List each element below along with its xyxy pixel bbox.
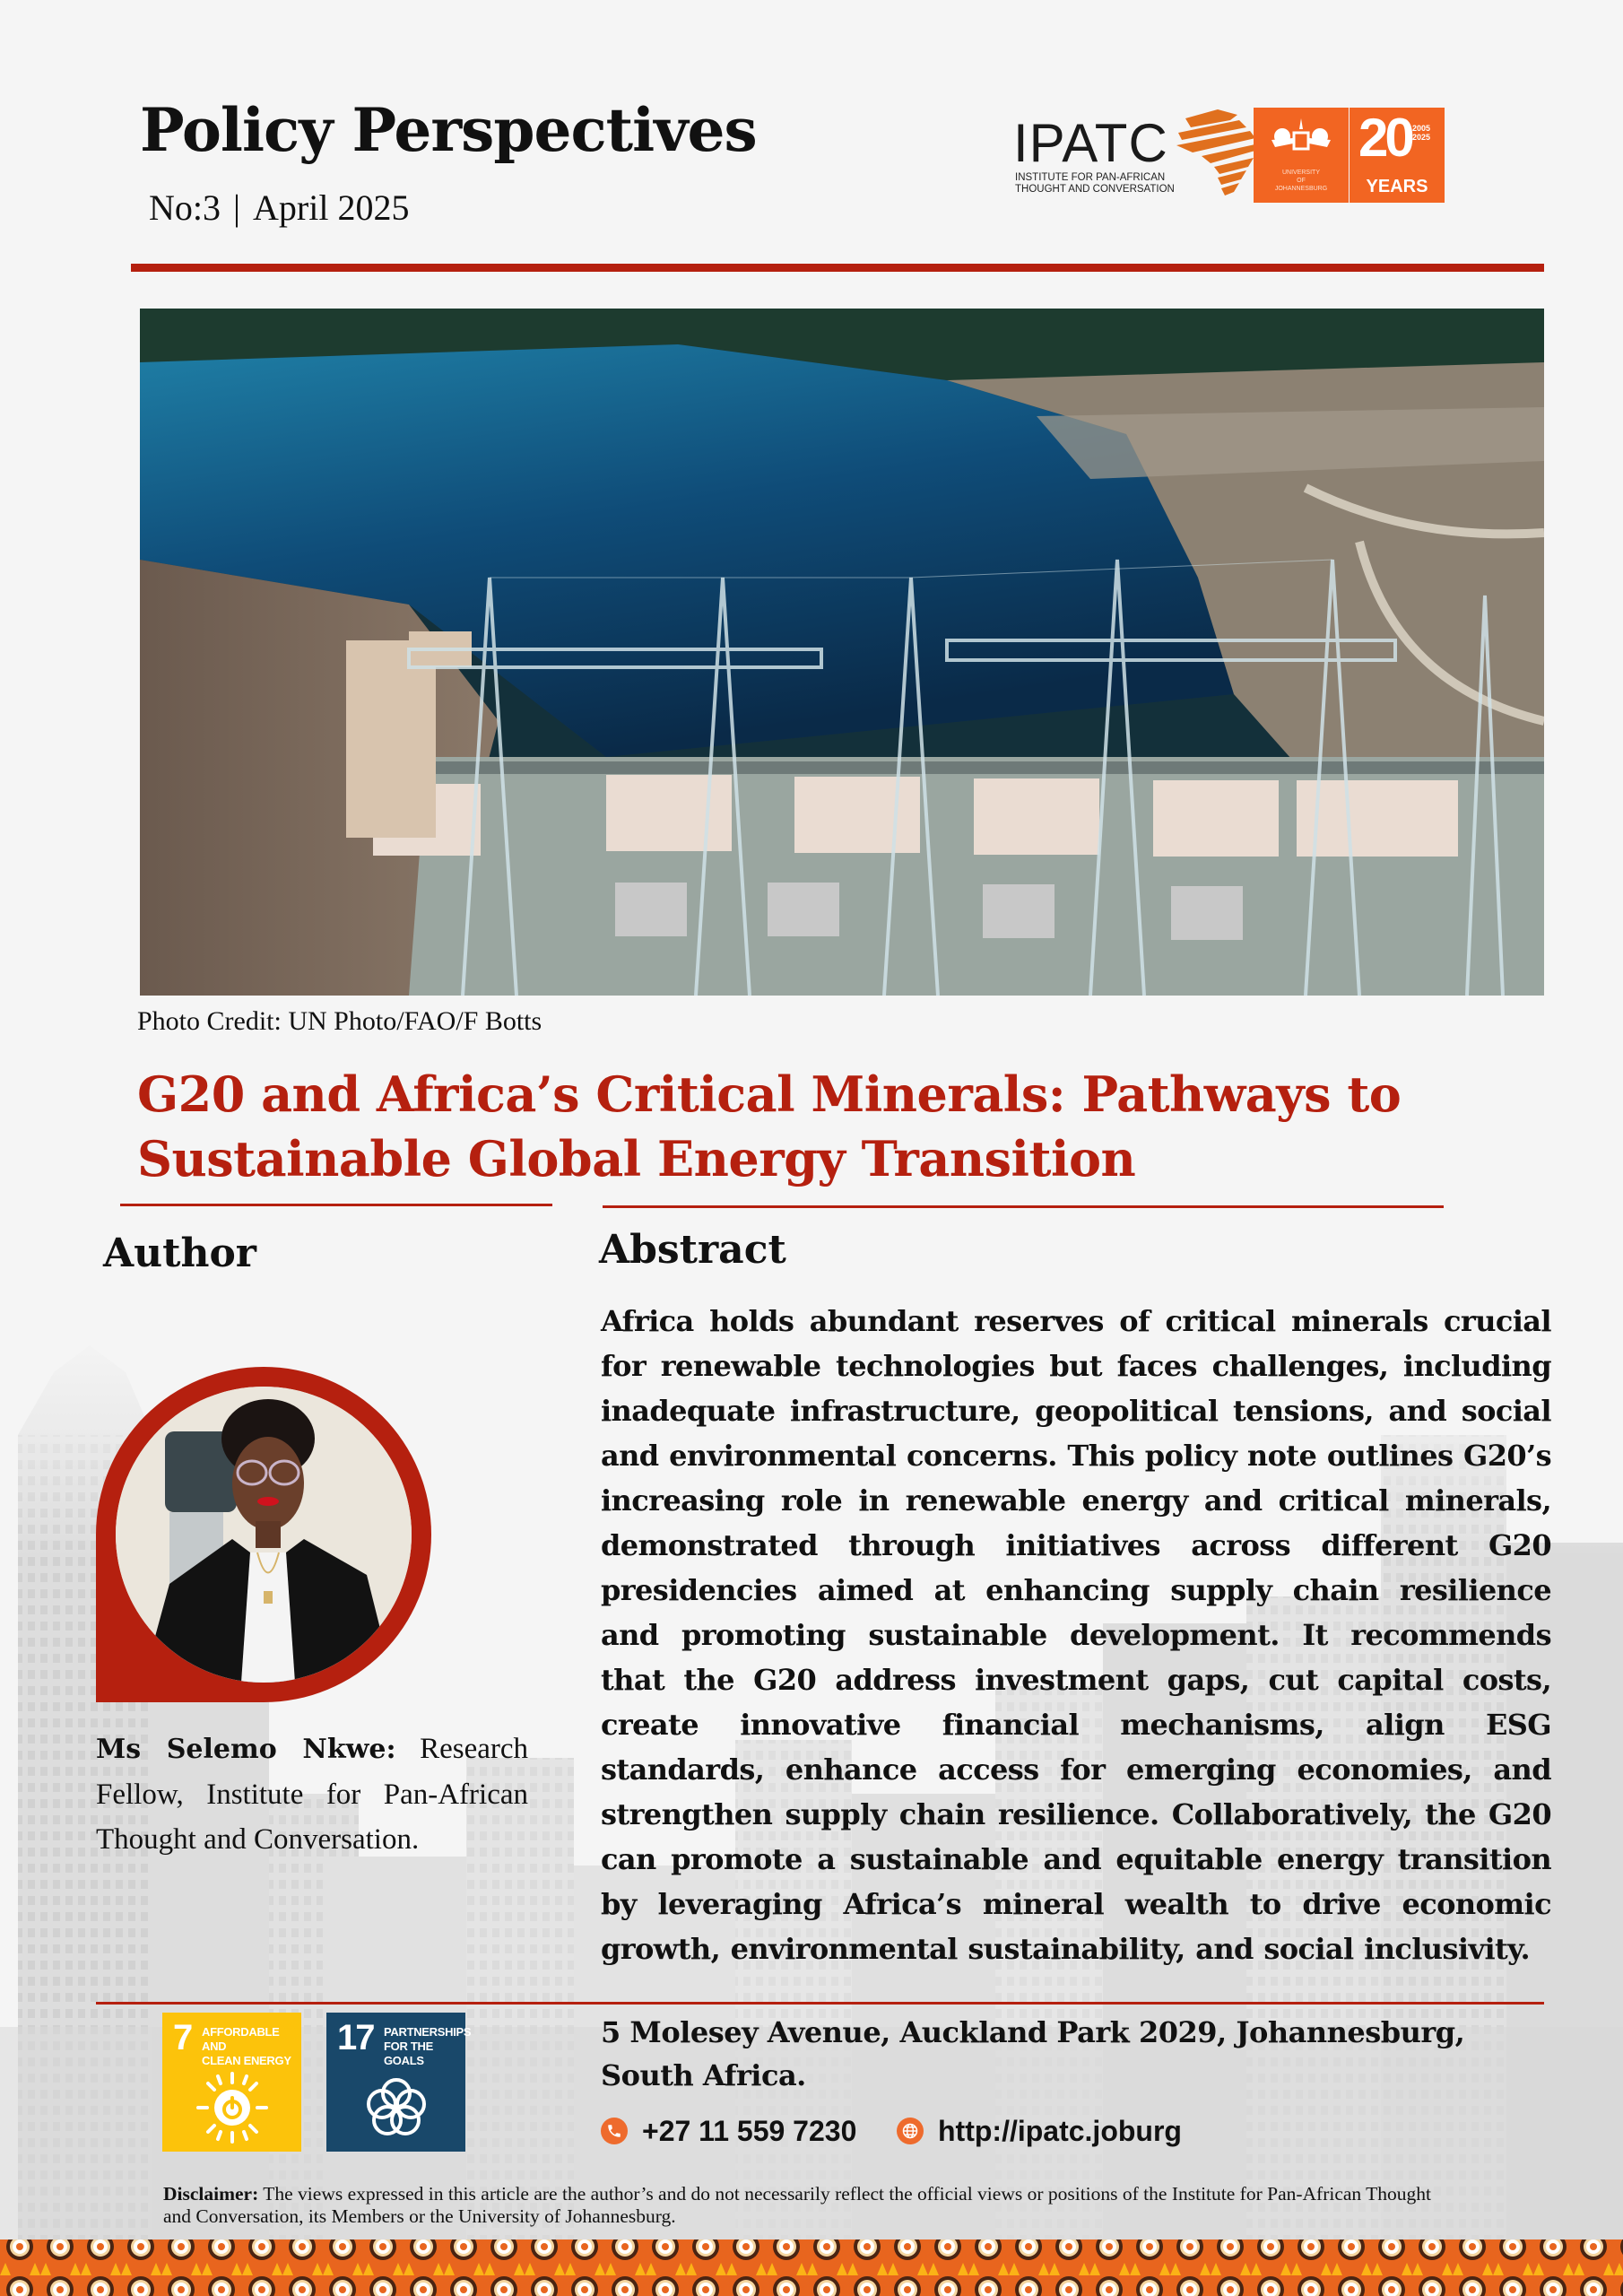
author-affiliation: Research Fellow, Institute for Pan-African Thought and Conversation. [96, 1733, 529, 1856]
issue-info [149, 187, 410, 228]
publication-title: Policy Perspectives [140, 95, 757, 165]
sun-power-icon [196, 2072, 268, 2144]
abstract-divider [603, 1205, 1444, 1208]
logo-subtitle [1015, 172, 1175, 196]
issue-separator: | [233, 187, 241, 228]
sdg-tile-17 [326, 2013, 472, 2152]
abstract-heading: Abstract [599, 1227, 786, 1273]
university-of-johannesburg-logo [1254, 108, 1349, 203]
logo-subtitle-line1: INSTITUTE FOR PAN-AFRICAN [1015, 172, 1166, 183]
sdg-number: 17 [337, 2018, 374, 2057]
anniversary-range [1412, 124, 1430, 142]
author-name: Ms Selemo Nkwe: [96, 1734, 396, 1765]
phone-contact[interactable] [601, 2113, 856, 2149]
issue-number: No:3 [149, 187, 221, 228]
author-photo-frame [96, 1367, 431, 1702]
logo-subtitle-line2: THOUGHT AND CONVERSATION [1015, 184, 1175, 195]
article-title: G20 and Africa’s Critical Minerals: Pathways to Sustainable Global Energy Transition [137, 1065, 1402, 1187]
uj-line3: JOHANNESBURG [1274, 186, 1328, 192]
decorative-pattern-border [0, 2239, 1623, 2296]
logo-wordmark: IPATC [1013, 113, 1168, 173]
anniversary-range-start: 2005 [1412, 124, 1431, 133]
20-years-badge [1350, 108, 1445, 203]
sdg-label [202, 2025, 301, 2068]
author-portrait [116, 1387, 412, 1683]
sdg-number: 7 [173, 2018, 192, 2057]
globe-icon [897, 2118, 924, 2144]
author-heading: Author [103, 1231, 256, 1276]
ipatc-logo [1013, 106, 1444, 204]
disclaimer [163, 2183, 1454, 2228]
issue-date: April 2025 [253, 187, 410, 228]
institute-address [601, 2011, 1497, 2097]
interlocking-rings-icon [360, 2072, 432, 2144]
phone-number[interactable]: +27 11 559 7230 [642, 2114, 857, 2147]
address-line2: South Africa. [601, 2058, 806, 2092]
sdg-label-line2: FOR THE GOALS [384, 2039, 433, 2067]
sdg-label-line1: AFFORDABLE AND [202, 2025, 280, 2053]
abstract-text: Africa holds abundant reserves of critical minerals crucial for renewable technologies but faces challenges, including inadequate infrastructure, geopolitical tensions, and social and environmental concerns. This policy note outlines G20’s increasing role in renewable energy and critical minerals, demonstrated through initiatives across different G20 presidencies aimed at enhancing supply chain resilience and promoting sustainable development. It recommends that the G20 address investment gaps, cut capital costs, create innovative financial mechanisms, align ESG standards, enhance access for emerging economies, and strengthen supply chain resilience. Collaboratively, the G20 can promote a sustainable and equitable energy transition by leveraging Africa’s mineral wealth to drive economic growth, environmental sustainability, and social inclusivity. [601, 1304, 1551, 1966]
sdg-label [384, 2025, 471, 2068]
author-divider [120, 1204, 552, 1206]
uj-line1: UNIVERSITY [1281, 170, 1320, 176]
disclaimer-label: Disclaimer: [163, 2183, 259, 2205]
website-contact[interactable] [897, 2113, 1182, 2149]
anniversary-label: YEARS [1366, 177, 1428, 196]
disclaimer-text: The views expressed in this article are the author’s and do not necessarily reflect the official views or positions of the Institute for Pan-African Thought and Conversation, its Members or the University of Johannesburg. [163, 2183, 1432, 2227]
sdg-label-line1: PARTNERSHIPS [384, 2025, 472, 2039]
website-link[interactable]: http://ipatc.joburg [938, 2114, 1182, 2147]
address-line1: 5 Molesey Avenue, Auckland Park 2029, Johannesburg, [601, 2015, 1465, 2049]
uj-line2: OF [1297, 178, 1306, 184]
anniversary-range-end: 2025 [1412, 133, 1431, 142]
header-divider [131, 264, 1544, 272]
author-bio [96, 1726, 528, 1862]
author-avatar [116, 1387, 412, 1683]
photo-credit: Photo Credit: UN Photo/FAO/F Botts [137, 1006, 542, 1036]
uj-crest-icon [1254, 108, 1349, 167]
footer-divider [96, 2002, 1544, 2005]
hero-photo [140, 309, 1544, 996]
anniversary-number: 20 [1358, 108, 1411, 168]
sdg-label-line2: CLEAN ENERGY [202, 2054, 291, 2067]
sdg-tile-7 [162, 2013, 301, 2152]
uj-wordmark [1254, 169, 1349, 193]
phone-icon [601, 2118, 628, 2144]
dam-illustration [140, 309, 1544, 996]
